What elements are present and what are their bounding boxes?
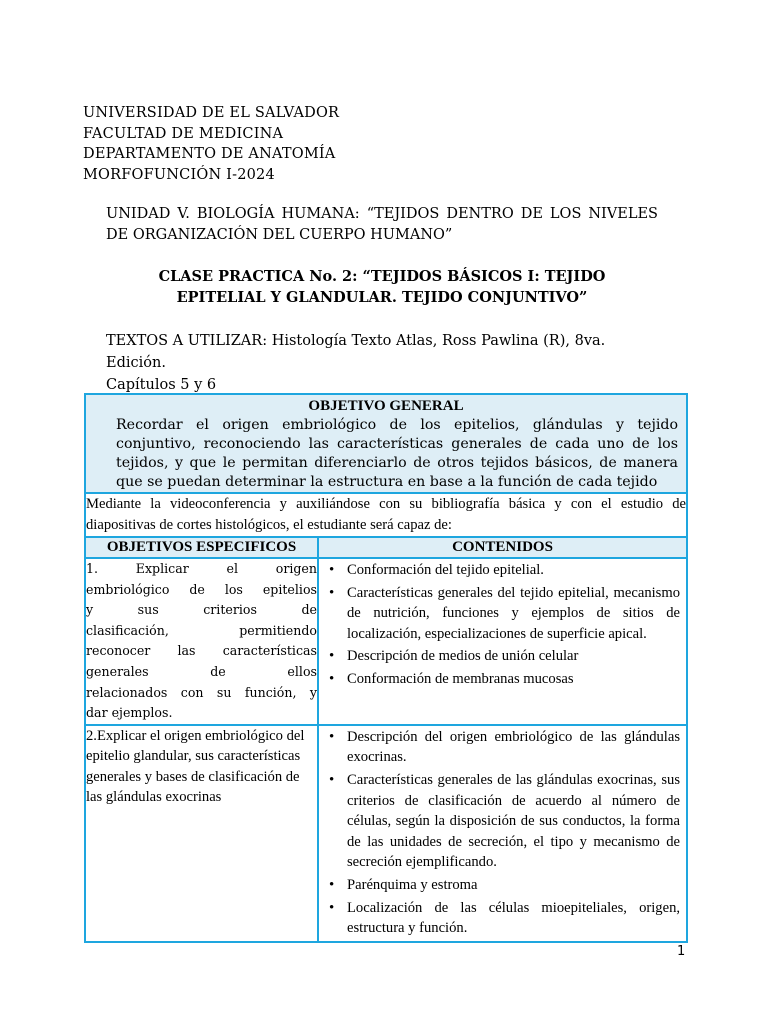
contents-2 bbox=[318, 725, 687, 942]
specific-objective-2: 2.Explicar el origen embriológico del epitelio glandular, sus características generales y bases de clasificación de las glándulas exocrinas bbox=[85, 725, 318, 942]
general-objective-line: tejidos, y que le permitan diferenciarlo de otros tejidos básicos, de manera bbox=[116, 455, 679, 471]
objective-line: clasificación, permitiendo bbox=[86, 622, 317, 638]
course-name: MORFOFUNCIÓN I-2024 bbox=[83, 166, 275, 183]
university-name: UNIVERSIDAD DE EL SALVADOR bbox=[83, 105, 340, 121]
specific-objective-1 bbox=[85, 558, 318, 725]
textbooks-line: TEXTOS A UTILIZAR: Histología Texto Atlas, Ross Pawlina (R), 8va. Edición. bbox=[106, 333, 606, 371]
general-objective-cell bbox=[85, 394, 687, 493]
contents-1 bbox=[318, 558, 687, 725]
contents-list bbox=[319, 727, 686, 939]
objective-line: generales de ellos bbox=[86, 663, 317, 679]
textbooks bbox=[106, 330, 666, 396]
page-number: 1 bbox=[677, 944, 686, 959]
list-item: • Conformación del tejido epitelial. bbox=[319, 560, 680, 581]
textbooks-line: Capítulos 5 y 6 bbox=[106, 377, 217, 393]
objective-line: relacionados con su función, y bbox=[86, 684, 317, 700]
specific-objectives-header: OBJETIVOS ESPECIFICOS bbox=[85, 537, 318, 558]
department-name: DEPARTAMENTO DE ANATOMÍA bbox=[83, 146, 336, 162]
objective-line: reconocer las características bbox=[86, 643, 317, 659]
list-item: • Descripción de medios de unión celular bbox=[319, 646, 680, 667]
objective-line: 1. Explicar el origen bbox=[86, 561, 317, 576]
class-title bbox=[106, 266, 658, 308]
faculty-name: FACULTAD DE MEDICINA bbox=[83, 125, 284, 142]
list-item: • Características generales del tejido epitelial, mecanismo de nutrición, funciones y ejemplos de sitios de localización, especializaciones de superficie apical. bbox=[319, 583, 680, 645]
general-objective-line: conjuntivo, reconociendo las características generales de cada uno de los bbox=[116, 436, 679, 452]
objective-line: dar ejemplos. bbox=[86, 705, 173, 721]
contents-header: CONTENIDOS bbox=[318, 537, 687, 558]
general-objective-title: OBJETIVO GENERAL bbox=[308, 398, 464, 414]
contents-list bbox=[319, 560, 686, 690]
list-item: • Localización de las células mioepiteliales, origen, estructura y función. bbox=[319, 898, 680, 939]
intro-text: Mediante la videoconferencia y auxiliándose con su bibliografía básica y con el estudio de diapositivas de cortes histológicos, el estudiante será capaz de: bbox=[85, 493, 687, 537]
objective-line: y sus criterios de bbox=[86, 602, 317, 618]
general-objective-line: Recordar el origen embriológico de los epitelios, glándulas y tejido bbox=[116, 417, 679, 433]
institution-header bbox=[83, 103, 339, 185]
objectives-table bbox=[84, 393, 688, 943]
objective-line: embriológico de los epitelios bbox=[86, 581, 317, 597]
class-title-line: EPITELIAL Y GLANDULAR. TEJIDO CONJUNTIVO” bbox=[176, 289, 588, 306]
general-objective-text bbox=[86, 416, 686, 492]
class-title-line: CLASE PRACTICA No. 2: “TEJIDOS BÁSICOS I: TEJIDO bbox=[158, 268, 606, 285]
list-item: • Descripción del origen embriológico de las glándulas exocrinas. bbox=[319, 727, 680, 768]
list-item: • Características generales de las glándulas exocrinas, sus criterios de clasificación de acuerdo al número de células, según la disposición de sus conductos, la forma de las unidades de secreción, el tipo y mecanismo de secreción ejemplificando. bbox=[319, 770, 680, 873]
unit-title: UNIDAD V. BIOLOGÍA HUMANA: “TEJIDOS DENTRO DE LOS NIVELES DE ORGANIZACIÓN DEL CUERPO HUMANO” bbox=[106, 206, 658, 243]
list-item: • Parénquima y estroma bbox=[319, 875, 680, 896]
list-item: • Conformación de membranas mucosas bbox=[319, 669, 680, 690]
general-objective-line: que se puedan determinar la estructura en base a la función de cada tejido bbox=[116, 474, 658, 490]
